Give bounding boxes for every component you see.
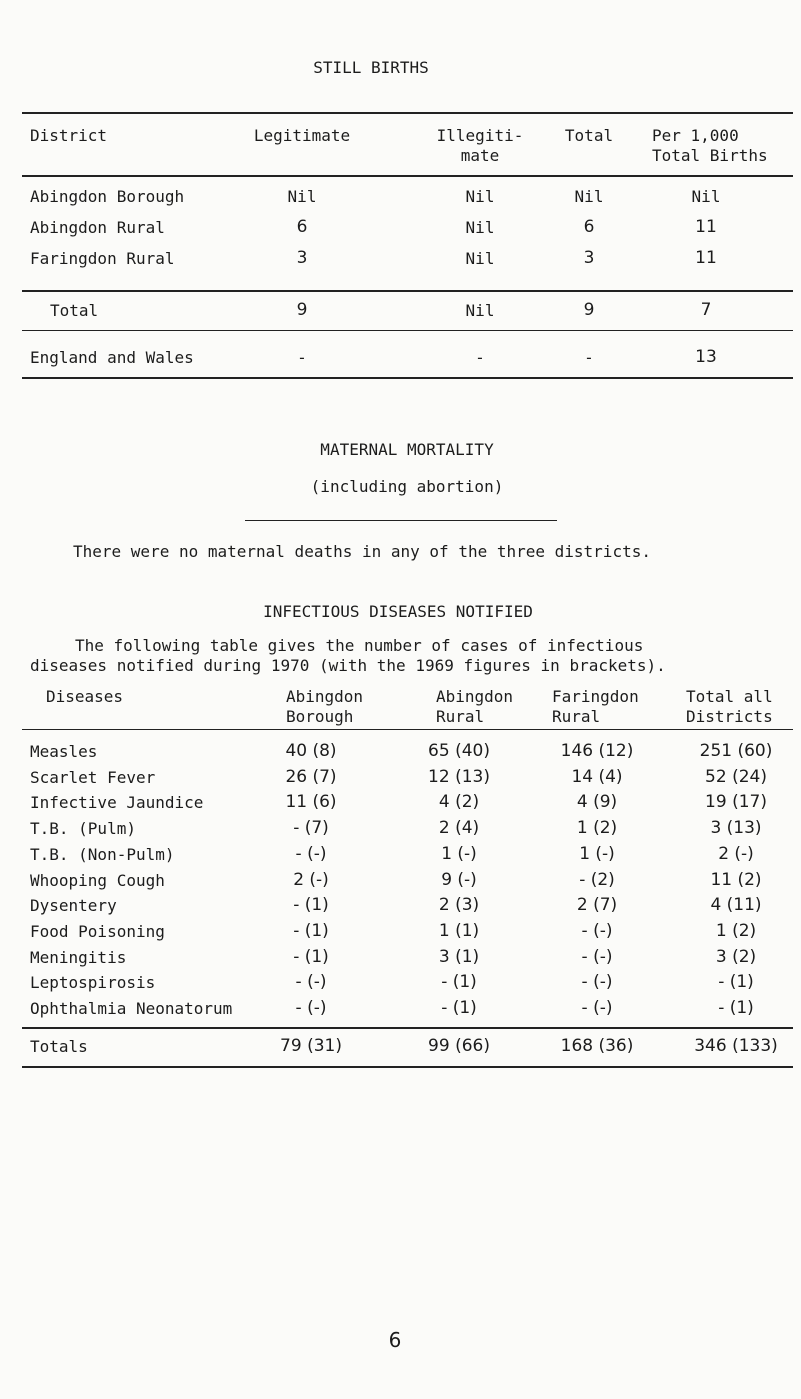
infectious-intro-line2: diseases notified during 1970 (with the 1969 figures in brackets). xyxy=(30,656,666,675)
infectious-totals-total: 346 (133) xyxy=(694,1036,778,1056)
disease-name: Scarlet Fever xyxy=(30,768,156,787)
still-births-bottom-rule xyxy=(22,377,793,379)
disease-faringdon-rural: 2 (7) xyxy=(576,895,618,915)
sb-row-illegitimate: Nil xyxy=(465,249,495,268)
disease-abingdon-borough: - (1) xyxy=(293,921,329,941)
disease-abingdon-borough: - (-) xyxy=(295,972,327,992)
disease-name: Measles xyxy=(30,742,98,761)
disease-abingdon-rural: 1 (-) xyxy=(441,844,477,864)
maternal-rule xyxy=(245,520,557,521)
disease-abingdon-rural: 65 (40) xyxy=(428,741,490,761)
disease-total-all: 3 (2) xyxy=(715,947,757,967)
england-row-label: England and Wales xyxy=(30,348,194,367)
sb-row-illegitimate: Nil xyxy=(465,187,495,206)
disease-abingdon-rural: - (1) xyxy=(441,998,477,1018)
disease-total-all: 52 (24) xyxy=(705,767,767,787)
disease-abingdon-rural: 3 (1) xyxy=(438,947,480,967)
england-row-legitimate: - xyxy=(297,348,307,367)
maternal-subtitle: (including abortion) xyxy=(310,477,504,496)
disease-name: Food Poisoning xyxy=(30,922,165,941)
disease-name: Meningitis xyxy=(30,948,127,967)
still-births-total-top-rule xyxy=(22,290,793,292)
disease-abingdon-borough: - (-) xyxy=(295,998,327,1018)
disease-faringdon-rural: 1 (-) xyxy=(579,844,615,864)
disease-faringdon-rural: 4 (9) xyxy=(576,792,618,812)
still-births-title: STILL BIRTHS xyxy=(313,58,429,77)
still-births-total-bottom-rule xyxy=(22,330,793,331)
disease-name: T.B. (Non-Pulm) xyxy=(30,845,175,864)
disease-abingdon-borough: 26 (7) xyxy=(285,767,337,787)
col-header-per-1000: Per 1,000 Total Births xyxy=(652,126,768,165)
total-row-per-1000: 7 xyxy=(700,300,712,320)
disease-total-all: 251 (60) xyxy=(699,741,773,761)
disease-abingdon-rural: - (1) xyxy=(441,972,477,992)
disease-name: Leptospirosis xyxy=(30,973,156,992)
sb-row-legitimate: 6 xyxy=(296,217,308,237)
disease-faringdon-rural: 14 (4) xyxy=(571,767,623,787)
sb-row-district: Abingdon Borough xyxy=(30,187,185,206)
disease-faringdon-rural: - (-) xyxy=(581,972,613,992)
disease-abingdon-borough: - (1) xyxy=(293,895,329,915)
still-births-top-rule xyxy=(22,112,793,114)
disease-abingdon-rural: 4 (2) xyxy=(438,792,480,812)
total-row-label: Total xyxy=(50,301,99,320)
col-header-abingdon-rural: Abingdon Rural xyxy=(436,687,514,726)
col-header-legitimate: Legitimate xyxy=(253,126,351,145)
disease-abingdon-rural: 12 (13) xyxy=(428,767,490,787)
disease-total-all: 3 (13) xyxy=(710,818,762,838)
sb-row-per-1000: 11 xyxy=(695,217,717,237)
col-header-total: Total xyxy=(564,126,614,145)
sb-row-total: 3 xyxy=(583,248,595,268)
page-number: 6 xyxy=(388,1328,402,1352)
disease-total-all: - (1) xyxy=(718,972,754,992)
infectious-bottom-rule xyxy=(22,1066,793,1068)
disease-abingdon-borough: 2 (-) xyxy=(293,870,329,890)
disease-name: Whooping Cough xyxy=(30,871,165,890)
maternal-title: MATERNAL MORTALITY xyxy=(320,440,494,459)
still-births-header-rule xyxy=(22,175,793,177)
england-row-illegitimate: - xyxy=(475,348,485,367)
sb-row-per-1000: Nil xyxy=(691,187,721,206)
sb-row-per-1000: 11 xyxy=(695,248,717,268)
infectious-title: INFECTIOUS DISEASES NOTIFIED xyxy=(263,602,533,621)
england-row-per-1000: 13 xyxy=(695,347,717,367)
disease-total-all: 19 (17) xyxy=(705,792,767,812)
disease-total-all: 2 (-) xyxy=(718,844,754,864)
disease-abingdon-borough: 40 (8) xyxy=(285,741,337,761)
sb-row-illegitimate: Nil xyxy=(465,218,495,237)
disease-faringdon-rural: - (-) xyxy=(581,921,613,941)
disease-abingdon-rural: 2 (3) xyxy=(438,895,480,915)
sb-row-legitimate: 3 xyxy=(296,248,308,268)
sb-row-total: Nil xyxy=(574,187,604,206)
total-row-total: 9 xyxy=(583,300,595,320)
sb-row-legitimate: Nil xyxy=(287,187,317,206)
disease-faringdon-rural: - (-) xyxy=(581,947,613,967)
maternal-text: There were no maternal deaths in any of the three districts. xyxy=(73,542,651,561)
disease-abingdon-rural: 1 (1) xyxy=(438,921,480,941)
infectious-totals-fr: 168 (36) xyxy=(560,1036,634,1056)
disease-total-all: 11 (2) xyxy=(710,870,762,890)
disease-abingdon-borough: - (1) xyxy=(293,947,329,967)
col-header-faringdon-rural: Faringdon Rural xyxy=(552,687,639,726)
infectious-intro-line1: The following table gives the number of cases of infectious xyxy=(75,636,644,655)
total-row-illegitimate: Nil xyxy=(465,301,495,320)
disease-abingdon-rural: 2 (4) xyxy=(438,818,480,838)
infectious-totals-label: Totals xyxy=(30,1037,88,1056)
disease-faringdon-rural: 1 (2) xyxy=(576,818,618,838)
disease-name: Infective Jaundice xyxy=(30,793,204,812)
sb-row-district: Faringdon Rural xyxy=(30,249,175,268)
disease-total-all: - (1) xyxy=(718,998,754,1018)
disease-abingdon-borough: - (7) xyxy=(293,818,329,838)
col-header-abingdon-borough: Abingdon Borough xyxy=(286,687,364,726)
sb-row-district: Abingdon Rural xyxy=(30,218,165,237)
infectious-totals-ar: 99 (66) xyxy=(428,1036,490,1056)
disease-total-all: 1 (2) xyxy=(715,921,757,941)
disease-faringdon-rural: 146 (12) xyxy=(560,741,634,761)
disease-abingdon-borough: - (-) xyxy=(295,844,327,864)
sb-row-total: 6 xyxy=(583,217,595,237)
infectious-header-rule xyxy=(22,729,793,730)
infectious-totals-ab: 79 (31) xyxy=(280,1036,342,1056)
england-row-total: - xyxy=(584,348,594,367)
col-header-total-all: Total all Districts xyxy=(686,687,773,726)
disease-abingdon-rural: 9 (-) xyxy=(441,870,477,890)
disease-total-all: 4 (11) xyxy=(710,895,762,915)
col-header-illegitimate: Illegiti- mate xyxy=(436,126,524,165)
disease-abingdon-borough: 11 (6) xyxy=(285,792,337,812)
col-header-district: District xyxy=(30,126,108,145)
disease-name: Ophthalmia Neonatorum xyxy=(30,999,233,1018)
total-row-legitimate: 9 xyxy=(296,300,308,320)
infectious-totals-top-rule xyxy=(22,1027,793,1029)
col-header-disease: Diseases xyxy=(46,687,124,706)
disease-name: T.B. (Pulm) xyxy=(30,819,136,838)
disease-faringdon-rural: - (2) xyxy=(579,870,615,890)
disease-name: Dysentery xyxy=(30,896,117,915)
disease-faringdon-rural: - (-) xyxy=(581,998,613,1018)
